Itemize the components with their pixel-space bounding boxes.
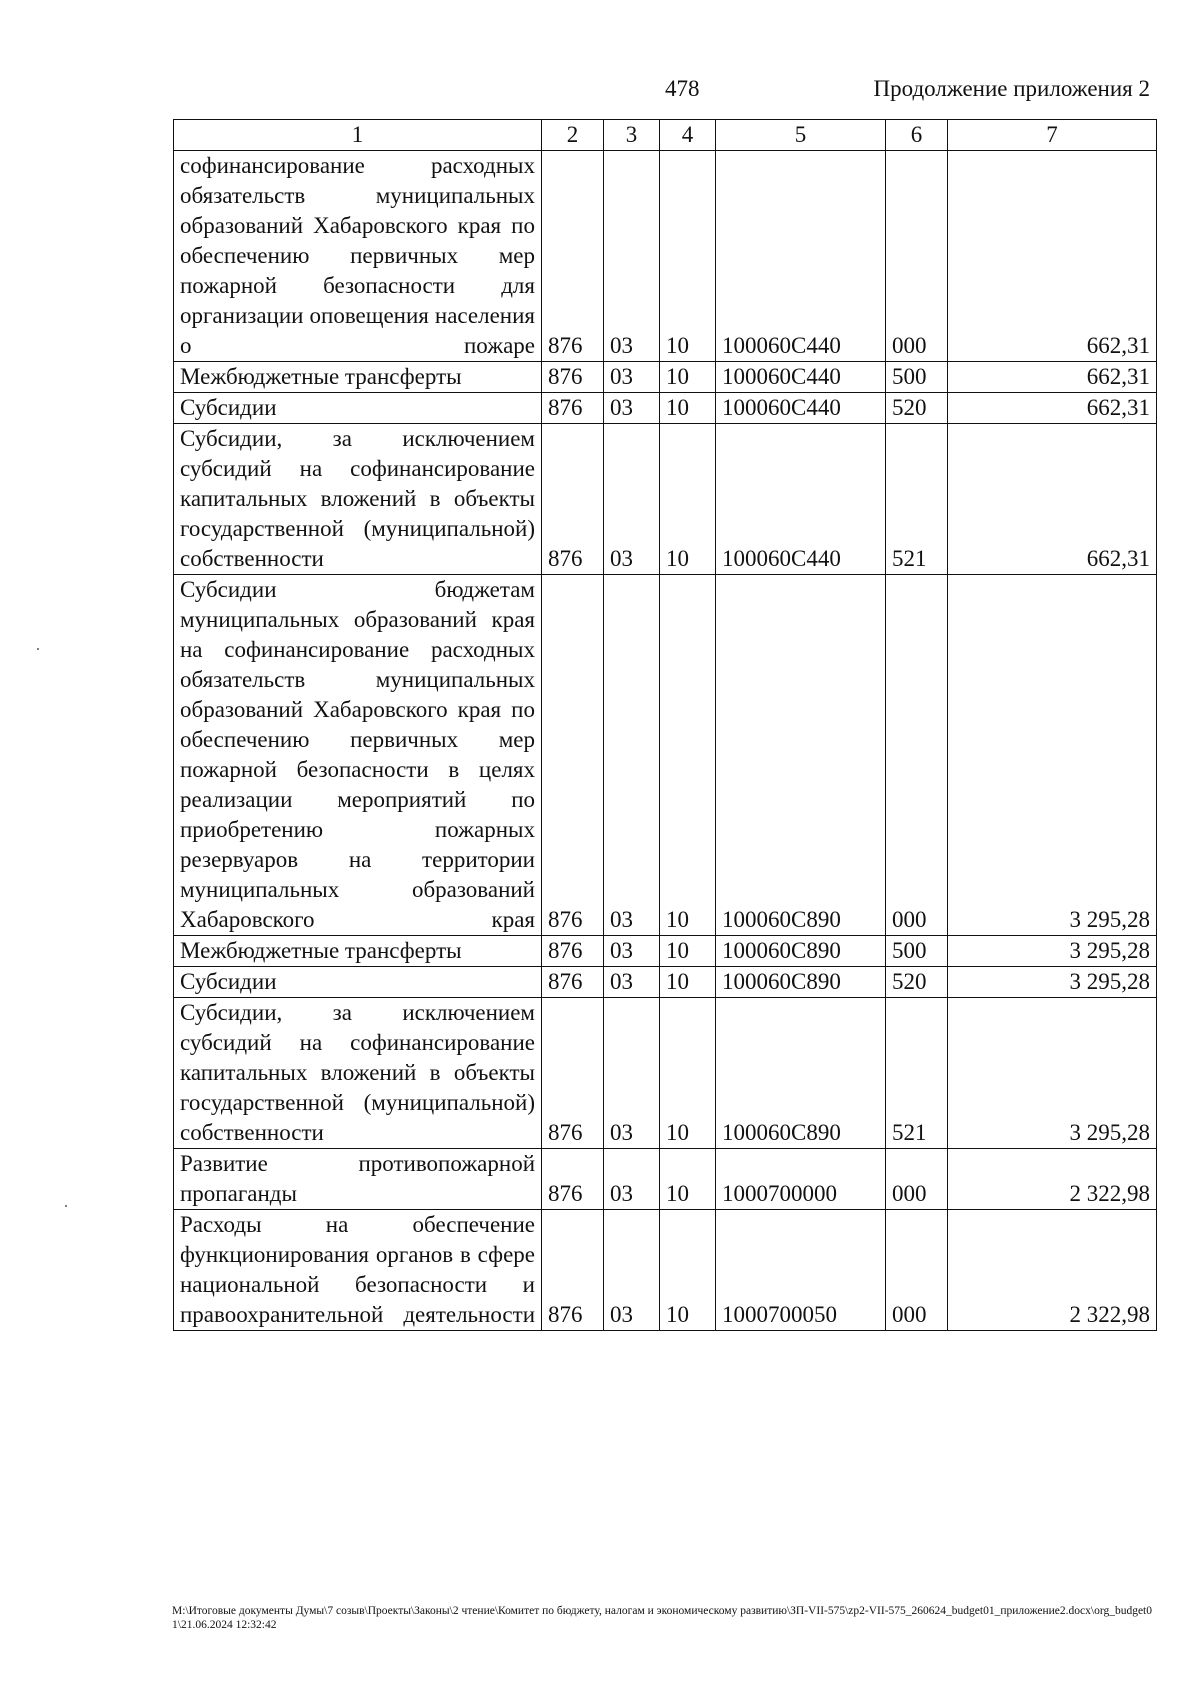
column-header: 2 bbox=[542, 120, 604, 151]
table-row bbox=[174, 1210, 1157, 1331]
cell-admin-code: 876 bbox=[542, 393, 604, 424]
table-row bbox=[174, 362, 1157, 393]
scan-speck bbox=[65, 1205, 67, 1207]
cell-amount: 2 322,98 bbox=[948, 1210, 1157, 1331]
row-description: Субсидии bbox=[174, 393, 542, 424]
cell-admin-code: 876 bbox=[542, 151, 604, 362]
column-header: 3 bbox=[604, 120, 660, 151]
cell-expense-type: 000 bbox=[886, 151, 948, 362]
table-row bbox=[174, 151, 1157, 362]
table-row bbox=[174, 967, 1157, 998]
row-description: Расходы на обеспечение функционирования органов в сфере национальной безопасности и правоохранительной деятельности bbox=[174, 1210, 542, 1331]
cell-admin-code: 876 bbox=[542, 936, 604, 967]
cell-target-code: 100060C440 bbox=[716, 424, 886, 575]
cell-section: 03 bbox=[604, 362, 660, 393]
column-header: 5 bbox=[716, 120, 886, 151]
cell-expense-type: 000 bbox=[886, 575, 948, 936]
cell-amount: 2 322,98 bbox=[948, 1149, 1157, 1210]
cell-section: 03 bbox=[604, 575, 660, 936]
cell-admin-code: 876 bbox=[542, 1210, 604, 1331]
table-row bbox=[174, 575, 1157, 936]
cell-target-code: 100060C440 bbox=[716, 151, 886, 362]
cell-subsection: 10 bbox=[660, 1149, 716, 1210]
table-row bbox=[174, 1149, 1157, 1210]
cell-section: 03 bbox=[604, 1210, 660, 1331]
cell-section: 03 bbox=[604, 1149, 660, 1210]
row-description: Развитие противопожарной пропаганды bbox=[174, 1149, 542, 1210]
scan-speck bbox=[37, 648, 39, 650]
cell-amount: 3 295,28 bbox=[948, 575, 1157, 936]
cell-expense-type: 521 bbox=[886, 998, 948, 1149]
budget-table bbox=[173, 119, 1157, 1331]
column-header: 7 bbox=[948, 120, 1157, 151]
cell-amount: 3 295,28 bbox=[948, 998, 1157, 1149]
cell-expense-type: 000 bbox=[886, 1210, 948, 1331]
table-row bbox=[174, 393, 1157, 424]
cell-amount: 662,31 bbox=[948, 424, 1157, 575]
cell-target-code: 100060C890 bbox=[716, 575, 886, 936]
cell-subsection: 10 bbox=[660, 967, 716, 998]
cell-expense-type: 500 bbox=[886, 362, 948, 393]
cell-amount: 3 295,28 bbox=[948, 967, 1157, 998]
cell-subsection: 10 bbox=[660, 151, 716, 362]
cell-target-code: 1000700000 bbox=[716, 1149, 886, 1210]
row-description: Субсидии, за исключением субсидий на софинансирование капитальных вложений в объекты государственной (муниципальной) собственности bbox=[174, 998, 542, 1149]
cell-target-code: 100060C440 bbox=[716, 393, 886, 424]
cell-subsection: 10 bbox=[660, 575, 716, 936]
cell-subsection: 10 bbox=[660, 362, 716, 393]
cell-target-code: 100060C890 bbox=[716, 936, 886, 967]
cell-admin-code: 876 bbox=[542, 998, 604, 1149]
row-description: Субсидии бюджетам муниципальных образований края на софинансирование расходных обязательств муниципальных образований Хабаровского края по обеспечению первичных мер пожарной безопасности в целях реализации мероприятий по приобретению пожарных резервуаров на территории муниципальных образований Хабаровского края bbox=[174, 575, 542, 936]
cell-amount: 662,31 bbox=[948, 151, 1157, 362]
table-row bbox=[174, 936, 1157, 967]
cell-section: 03 bbox=[604, 936, 660, 967]
cell-section: 03 bbox=[604, 998, 660, 1149]
continuation-label: Продолжение приложения 2 bbox=[873, 76, 1150, 101]
cell-section: 03 bbox=[604, 393, 660, 424]
table-row bbox=[174, 998, 1157, 1149]
row-description: Субсидии, за исключением субсидий на софинансирование капитальных вложений в объекты государственной (муниципальной) собственности bbox=[174, 424, 542, 575]
table-header-row bbox=[174, 120, 1157, 151]
cell-subsection: 10 bbox=[660, 424, 716, 575]
cell-section: 03 bbox=[604, 151, 660, 362]
cell-amount: 662,31 bbox=[948, 362, 1157, 393]
cell-expense-type: 500 bbox=[886, 936, 948, 967]
cell-expense-type: 520 bbox=[886, 393, 948, 424]
cell-subsection: 10 bbox=[660, 1210, 716, 1331]
cell-admin-code: 876 bbox=[542, 967, 604, 998]
column-header: 1 bbox=[174, 120, 542, 151]
cell-target-code: 100060C890 bbox=[716, 967, 886, 998]
column-header: 6 bbox=[886, 120, 948, 151]
cell-admin-code: 876 bbox=[542, 362, 604, 393]
cell-admin-code: 876 bbox=[542, 1149, 604, 1210]
row-description: софинансирование расходных обязательств муниципальных образований Хабаровского края по обеспечению первичных мер пожарной безопасности для организации оповещения населения о пожаре bbox=[174, 151, 542, 362]
cell-target-code: 100060C890 bbox=[716, 998, 886, 1149]
column-header: 4 bbox=[660, 120, 716, 151]
cell-target-code: 1000700050 bbox=[716, 1210, 886, 1331]
row-description: Межбюджетные трансферты bbox=[174, 362, 542, 393]
row-description: Межбюджетные трансферты bbox=[174, 936, 542, 967]
cell-expense-type: 520 bbox=[886, 967, 948, 998]
cell-section: 03 bbox=[604, 424, 660, 575]
cell-subsection: 10 bbox=[660, 998, 716, 1149]
file-path-footer: M:\Итоговые документы Думы\7 созыв\Проекты\Законы\2 чтение\Комитет по бюджету, налогам и экономическому развитию\ЗП-VII-575\zp2-VII-575_260624_budget01_приложение2.docx\org_budget01\21.06.2024 12:32:42 bbox=[172, 1605, 1152, 1631]
page-number: 478 bbox=[665, 76, 700, 101]
table-row bbox=[174, 424, 1157, 575]
cell-admin-code: 876 bbox=[542, 575, 604, 936]
row-description: Субсидии bbox=[174, 967, 542, 998]
cell-target-code: 100060C440 bbox=[716, 362, 886, 393]
cell-admin-code: 876 bbox=[542, 424, 604, 575]
cell-amount: 3 295,28 bbox=[948, 936, 1157, 967]
cell-expense-type: 000 bbox=[886, 1149, 948, 1210]
cell-subsection: 10 bbox=[660, 393, 716, 424]
cell-subsection: 10 bbox=[660, 936, 716, 967]
cell-section: 03 bbox=[604, 967, 660, 998]
cell-amount: 662,31 bbox=[948, 393, 1157, 424]
cell-expense-type: 521 bbox=[886, 424, 948, 575]
